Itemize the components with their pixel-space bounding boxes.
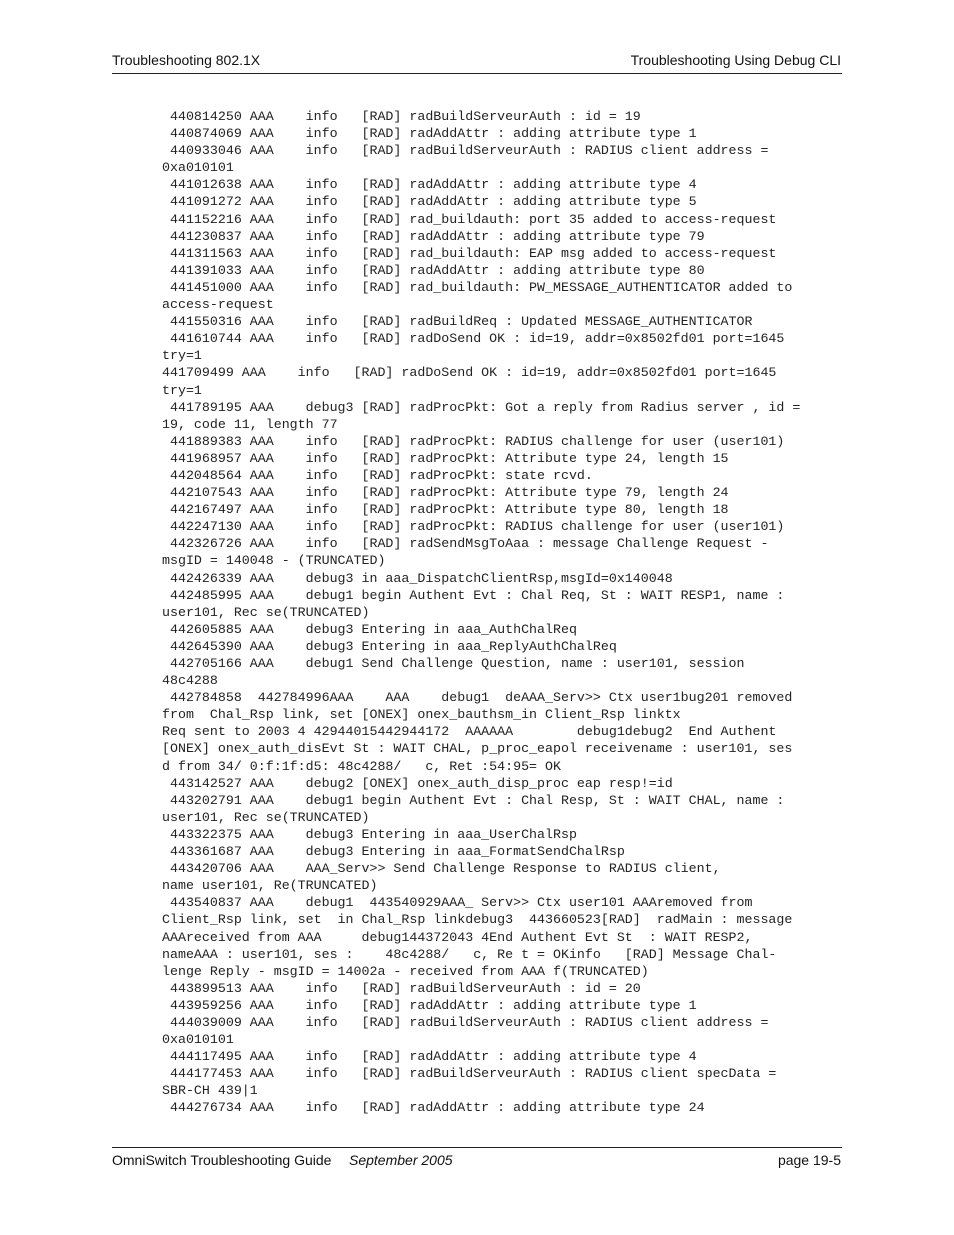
- log-line: 441091272 AAA info [RAD] radAddAttr : adding attribute type 5: [162, 194, 697, 210]
- log-line: 442605885 AAA debug3 Entering in aaa_AuthChalReq: [162, 621, 577, 637]
- footer-rule: [112, 1147, 842, 1148]
- log-line: 441968957 AAA info [RAD] radProcPkt: Attribute type 24, length 15: [162, 450, 729, 466]
- log-line: msgID = 140048 - (TRUNCATED): [162, 553, 386, 569]
- log-line: 441789195 AAA debug3 [RAD] radProcPkt: Got a reply from Radius server , id =: [162, 399, 801, 415]
- log-line: access-request: [162, 297, 274, 313]
- log-line: Client_Rsp link, set in Chal_Rsp linkdebug3 443660523[RAD] radMain : message: [162, 912, 793, 928]
- log-line: 440814250 AAA info [RAD] radBuildServeurAuth : id = 19: [162, 109, 641, 124]
- log-line: 442247130 AAA info [RAD] radProcPkt: RADIUS challenge for user (user101): [162, 519, 785, 535]
- log-line: 443322375 AAA debug3 Entering in aaa_UserChalRsp: [162, 826, 577, 842]
- log-line: 442784858 442784996AAA AAA debug1 deAAA_Serv>> Ctx user1bug201 removed: [162, 690, 793, 706]
- log-line: 444177453 AAA info [RAD] radBuildServeurAuth : RADIUS client specData =: [162, 1066, 777, 1082]
- log-line: 444117495 AAA info [RAD] radAddAttr : adding attribute type 4: [162, 1049, 697, 1065]
- log-line: 443202791 AAA debug1 begin Authent Evt : Chal Resp, St : WAIT CHAL, name :: [162, 792, 785, 808]
- log-line: 442326726 AAA info [RAD] radSendMsgToAaa : message Challenge Request -: [162, 536, 769, 552]
- log-line: name user101, Re(TRUNCATED): [162, 878, 378, 894]
- log-line: 441230837 AAA info [RAD] radAddAttr : adding attribute type 79: [162, 228, 705, 244]
- log-line: try=1: [162, 382, 202, 398]
- log-line: 19, code 11, length 77: [162, 416, 338, 432]
- log-line: Req sent to 2003 4 42944015442944172 AAAAAA debug1debug2 End Authent: [162, 724, 777, 740]
- log-line: 442048564 AAA info [RAD] radProcPkt: state rcvd.: [162, 467, 593, 483]
- log-line: 441889383 AAA info [RAD] radProcPkt: RADIUS challenge for user (user101): [162, 433, 785, 449]
- log-line: 441012638 AAA info [RAD] radAddAttr : adding attribute type 4: [162, 177, 697, 193]
- log-line: AAAreceived from AAA debug144372043 4End Authent Evt St : WAIT RESP2,: [162, 929, 753, 945]
- log-line: 441550316 AAA info [RAD] radBuildReq : Updated MESSAGE_AUTHENTICATOR: [162, 314, 753, 330]
- log-line: [ONEX] onex_auth_disEvt St : WAIT CHAL, p_proc_eapol receivename : user101, ses: [162, 741, 793, 757]
- log-line: nameAAA : user101, ses : 48c4288/ c, Re t = OKinfo [RAD] Message Chal-: [162, 946, 777, 962]
- log-line: d from 34/ 0:f:1f:d5: 48c4288/ c, Ret :54:95= OK: [162, 758, 561, 774]
- log-line: 442645390 AAA debug3 Entering in aaa_ReplyAuthChalReq: [162, 638, 617, 654]
- footer-guide-title: OmniSwitch Troubleshooting Guide: [112, 1152, 332, 1168]
- log-line: 48c4288: [162, 673, 218, 689]
- log-line: 441610744 AAA info [RAD] radDoSend OK : id=19, addr=0x8502fd01 port=1645: [162, 331, 785, 347]
- log-line: 443899513 AAA info [RAD] radBuildServeurAuth : id = 20: [162, 980, 641, 996]
- log-line: user101, Rec se(TRUNCATED): [162, 809, 370, 825]
- log-line: 444039009 AAA info [RAD] radBuildServeurAuth : RADIUS client address =: [162, 1014, 769, 1030]
- log-line: 443142527 AAA debug2 [ONEX] onex_auth_disp_proc eap resp!=id: [162, 775, 673, 791]
- log-line: 443420706 AAA AAA_Serv>> Send Challenge Response to RADIUS client,: [162, 861, 721, 877]
- log-line: 441391033 AAA info [RAD] radAddAttr : adding attribute type 80: [162, 262, 705, 278]
- log-line: 0xa010101: [162, 160, 234, 176]
- log-line: 442107543 AAA info [RAD] radProcPkt: Attribute type 79, length 24: [162, 485, 729, 501]
- footer-page-number: page 19-5: [777, 1152, 841, 1168]
- debug-log-block: [162, 108, 842, 1117]
- log-line: from Chal_Rsp link, set [ONEX] onex_bauthsm_in Client_Rsp linktx: [162, 707, 681, 723]
- log-line: user101, Rec se(TRUNCATED): [162, 604, 370, 620]
- log-line: 444276734 AAA info [RAD] radAddAttr : adding attribute type 24: [162, 1100, 705, 1116]
- log-line: 442485995 AAA debug1 begin Authent Evt : Chal Req, St : WAIT RESP1, name :: [162, 587, 785, 603]
- log-line: 440933046 AAA info [RAD] radBuildServeurAuth : RADIUS client address =: [162, 143, 769, 159]
- log-line: 442705166 AAA debug1 Send Challenge Question, name : user101, session: [162, 656, 745, 671]
- log-line: 441709499 AAA info [RAD] radDoSend OK : id=19, addr=0x8502fd01 port=1645: [162, 365, 777, 381]
- log-line: 0xa010101: [162, 1032, 234, 1048]
- log-line: 442167497 AAA info [RAD] radProcPkt: Attribute type 80, length 18: [162, 502, 729, 518]
- log-line: lenge Reply - msgID = 14002a - received from AAA f(TRUNCATED): [162, 963, 649, 979]
- log-line: 443361687 AAA debug3 Entering in aaa_FormatSendChalRsp: [162, 844, 625, 860]
- log-line: SBR-CH 439|1: [162, 1083, 258, 1099]
- log-line: 443540837 AAA debug1 443540929AAA_ Serv>> Ctx user101 AAAremoved from: [162, 895, 753, 911]
- log-line: 441451000 AAA info [RAD] rad_buildauth: PW_MESSAGE_AUTHENTICATOR added to: [162, 279, 793, 295]
- log-line: 443959256 AAA info [RAD] radAddAttr : adding attribute type 1: [162, 997, 697, 1013]
- log-line: 440874069 AAA info [RAD] radAddAttr : adding attribute type 1: [162, 126, 697, 142]
- footer-date: September 2005: [349, 1152, 453, 1168]
- running-header-chapter: Troubleshooting 802.1X: [112, 52, 261, 68]
- log-line: 442426339 AAA debug3 in aaa_DispatchClientRsp,msgId=0x140048: [162, 570, 673, 586]
- header-rule: [112, 73, 842, 74]
- log-line: try=1: [162, 348, 202, 364]
- running-header-section: Troubleshooting Using Debug CLI: [630, 52, 841, 68]
- log-line: 441152216 AAA info [RAD] rad_buildauth: port 35 added to access-request: [162, 211, 777, 227]
- log-line: 441311563 AAA info [RAD] rad_buildauth: EAP msg added to access-request: [162, 245, 777, 261]
